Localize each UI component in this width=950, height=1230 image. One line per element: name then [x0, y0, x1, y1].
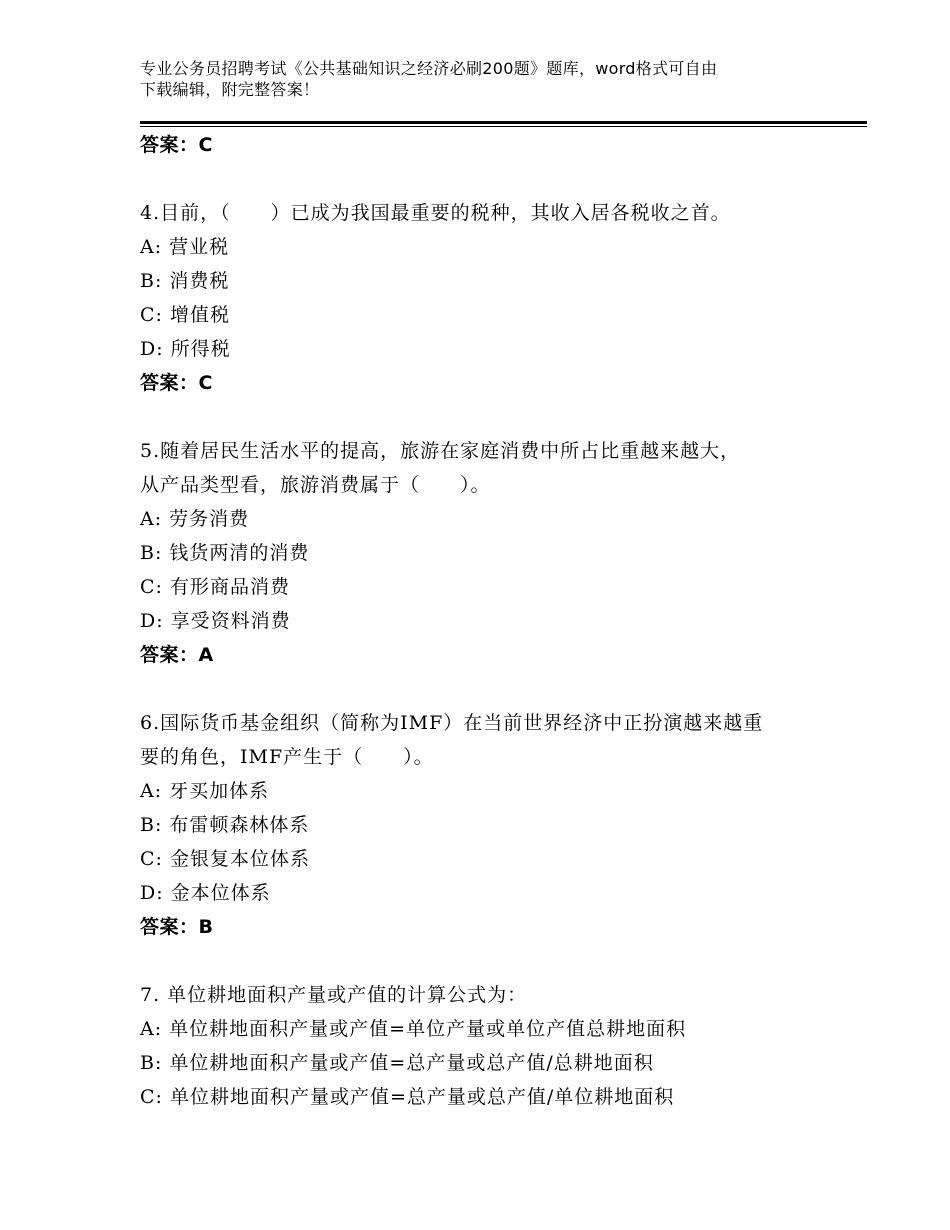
option-c: C: 金银复本位体系	[140, 848, 310, 870]
question-list	[140, 128, 840, 1114]
answer-line: 答案：C	[140, 372, 213, 394]
answer-line: 答案：B	[140, 916, 214, 938]
question-stem-line-2: 要的角色，IMF产生于（ ）。	[140, 746, 434, 768]
question-stem-line-1: 5.随着居民生活水平的提高，旅游在家庭消费中所占比重越来越大，	[140, 440, 741, 462]
question-4	[140, 196, 840, 400]
spacer	[140, 944, 840, 978]
option-b: B: 钱货两清的消费	[140, 542, 310, 564]
header-line-1: 专业公务员招聘考试《公共基础知识之经济必刷200题》题库，word格式可自由	[140, 59, 718, 78]
option-a: A: 营业税	[140, 236, 230, 258]
header-divider-thin	[140, 126, 867, 127]
question-7	[140, 978, 840, 1114]
option-c: C: 有形商品消费	[140, 576, 290, 598]
header-divider-thick	[140, 121, 867, 124]
spacer	[140, 162, 840, 196]
option-b: B: 消费税	[140, 270, 230, 292]
option-a: A: 牙买加体系	[140, 780, 270, 802]
spacer	[140, 400, 840, 434]
answer-line: 答案：A	[140, 644, 214, 666]
option-b: B: 单位耕地面积产量或产值=总产量或总产值/总耕地面积	[140, 1052, 654, 1074]
question-5	[140, 434, 840, 672]
header-line-2: 下载编辑，附完整答案！	[140, 80, 320, 99]
spacer	[140, 672, 840, 706]
question-6	[140, 706, 840, 944]
option-c: C: 增值税	[140, 304, 230, 326]
option-d: D: 所得税	[140, 338, 231, 360]
question-stem: 7. 单位耕地面积产量或产值的计算公式为：	[140, 984, 528, 1006]
option-d: D: 金本位体系	[140, 882, 271, 904]
question-stem: 4.目前，（ ）已成为我国最重要的税种，其收入居各税收之首。	[140, 202, 731, 224]
option-a: A: 劳务消费	[140, 508, 250, 530]
question-stem-line-2: 从产品类型看，旅游消费属于（ ）。	[140, 474, 491, 496]
option-a: A: 单位耕地面积产量或产值=单位产量或单位产值总耕地面积	[140, 1018, 687, 1040]
document-header	[140, 58, 820, 100]
question-stem-line-1: 6.国际货币基金组织（简称为IMF）在当前世界经济中正扮演越来越重	[140, 712, 764, 734]
option-d: D: 享受资料消费	[140, 610, 291, 632]
option-b: B: 布雷顿森林体系	[140, 814, 310, 836]
option-c: C: 单位耕地面积产量或产值=总产量或总产值/单位耕地面积	[140, 1086, 675, 1108]
answer-line: 答案：C	[140, 134, 213, 156]
